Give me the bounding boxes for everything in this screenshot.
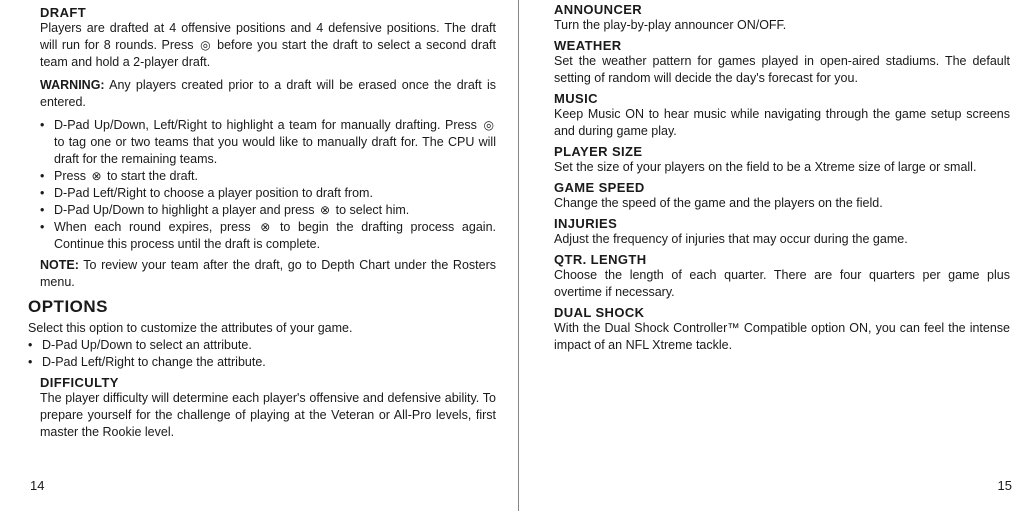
- difficulty-text: The player difficulty will determine each player's offensive and defensive ability. To prepare yourself for the challenge of playing at the Veteran or All-Pro levels, first master the Rookie level.: [40, 391, 496, 439]
- music-heading: MUSIC: [554, 91, 598, 106]
- circle-button-icon: ◎: [483, 118, 494, 132]
- draft-text-a: Players are drafted at 4 offensive positions and 4 defensive positions. The draft will run for 8 rounds. Press: [40, 21, 496, 52]
- list-item: • D-Pad Up/Down, Left/Right to highlight a team for manually drafting. Press ◎ to tag one or two teams that you would like to manually draft for. The CPU will draft for the remaining teams.: [40, 117, 496, 168]
- player-size-text: Set the size of your players on the field to be a Xtreme size of large or small.: [554, 160, 977, 174]
- dual-shock-text: With the Dual Shock Controller™ Compatible option ON, you can feel the intense impact of an NFL Xtreme tackle.: [554, 321, 1010, 352]
- options-steps: [28, 337, 496, 371]
- draft-note: [40, 257, 496, 291]
- list-item: • Press ⊗ to start the draft.: [40, 168, 496, 185]
- warning-label: WARNING:: [40, 78, 105, 92]
- options-heading: OPTIONS: [28, 297, 109, 316]
- draft-heading: DRAFT: [40, 5, 87, 20]
- list-item: • D-Pad Left/Right to change the attribute.: [28, 354, 496, 371]
- cross-button-icon: ⊗: [320, 203, 331, 217]
- cross-button-icon: ⊗: [260, 220, 271, 234]
- list-item: • D-Pad Left/Right to choose a player position to draft from.: [40, 185, 496, 202]
- draft-description: [40, 20, 496, 71]
- weather-text: Set the weather pattern for games played in open-aired stadiums. The default setting of random will decide the day's forecast for you.: [554, 54, 1010, 85]
- circle-button-icon: ◎: [200, 38, 211, 52]
- game-speed-heading: GAME SPEED: [554, 180, 645, 195]
- draft-text-b: before you start the draft to select a second draft team and hold a 2-player draft.: [40, 38, 496, 69]
- announcer-heading: ANNOUNCER: [554, 2, 643, 17]
- list-item: • D-Pad Up/Down to highlight a player and press ⊗ to select him.: [40, 202, 496, 219]
- injuries-text: Adjust the frequency of injuries that may occur during the game.: [554, 232, 908, 246]
- qtr-length-heading: QTR. LENGTH: [554, 252, 647, 267]
- difficulty-heading: DIFFICULTY: [40, 375, 119, 390]
- music-text: Keep Music ON to hear music while navigating through the game setup screens and during game play.: [554, 107, 1010, 138]
- player-size-heading: PLAYER SIZE: [554, 144, 643, 159]
- page-number-left: 14: [30, 478, 45, 493]
- warning-text: Any players created prior to a draft will be erased once the draft is entered.: [40, 78, 496, 109]
- injuries-heading: INJURIES: [554, 216, 618, 231]
- draft-steps: [40, 117, 496, 253]
- note-text: To review your team after the draft, go to Depth Chart under the Rosters menu.: [40, 258, 496, 289]
- draft-warning: [40, 77, 496, 111]
- announcer-text: Turn the play-by-play announcer ON/OFF.: [554, 18, 787, 32]
- right-page: [520, 0, 1026, 511]
- page-number-right: 15: [997, 478, 1012, 493]
- page-gutter: [518, 0, 519, 511]
- note-label: NOTE:: [40, 258, 79, 272]
- list-item: • When each round expires, press ⊗ to begin the drafting process again. Continue this process until the draft is complete.: [40, 219, 496, 253]
- weather-heading: WEATHER: [554, 38, 622, 53]
- dual-shock-heading: DUAL SHOCK: [554, 305, 645, 320]
- options-intro: Select this option to customize the attributes of your game.: [28, 321, 353, 335]
- list-item: • D-Pad Up/Down to select an attribute.: [28, 337, 496, 354]
- game-speed-text: Change the speed of the game and the players on the field.: [554, 196, 883, 210]
- cross-button-icon: ⊗: [91, 169, 102, 183]
- qtr-length-text: Choose the length of each quarter. There are four quarters per game plus overtime if necessary.: [554, 268, 1010, 299]
